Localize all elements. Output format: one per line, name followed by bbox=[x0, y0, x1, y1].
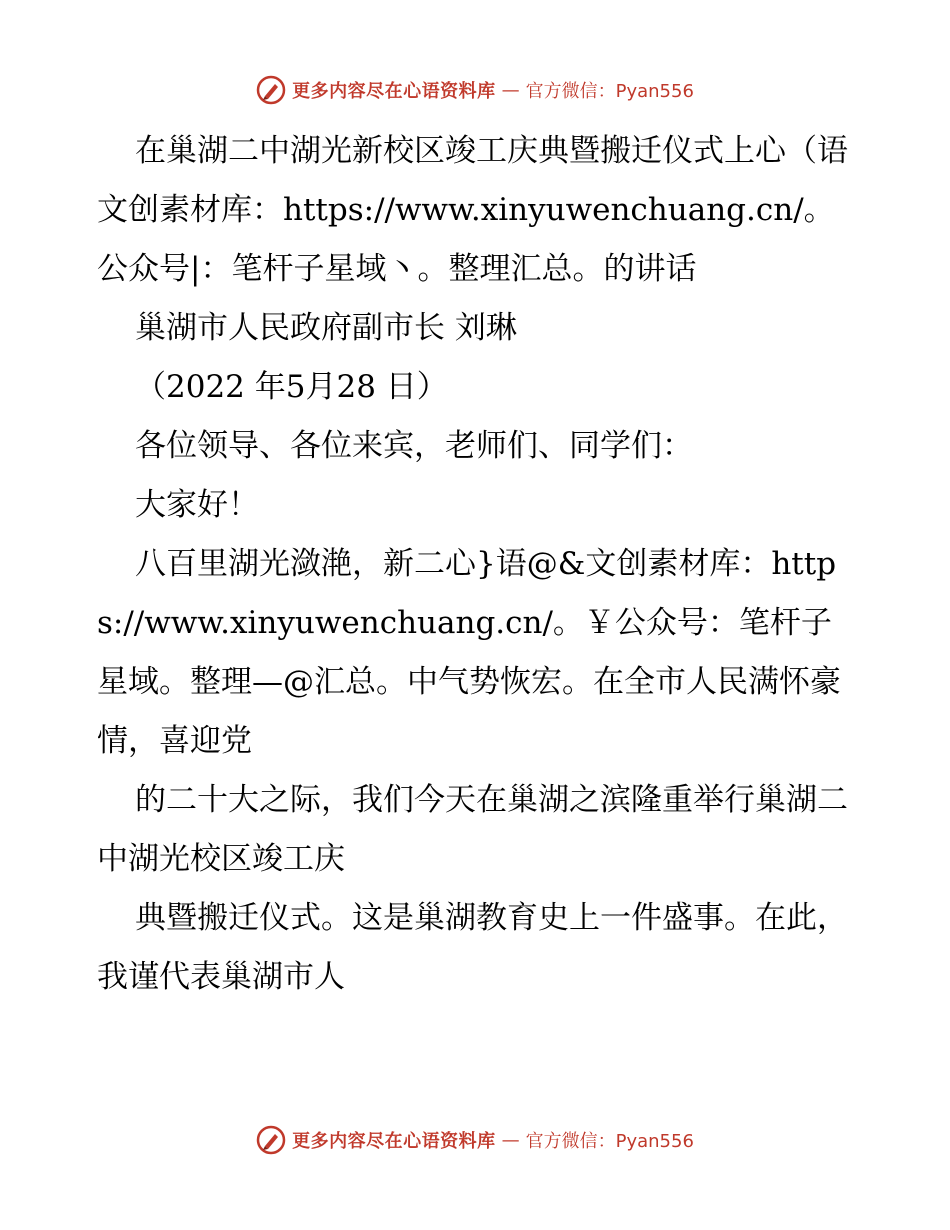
body-paragraph: 典暨搬迁仪式。这是巢湖教育史上一件盛事。在此，我谨代表巢湖市人 bbox=[97, 900, 848, 995]
salutation: 各位领导、各位来宾，老师们、同学们： bbox=[135, 428, 693, 464]
watermark-contact: 官方微信：Pyan556 bbox=[525, 81, 694, 102]
watermark-contact: 官方微信：Pyan556 bbox=[525, 1131, 694, 1152]
speech-title: 在巢湖二中湖光新校区竣工庆典暨搬迁仪式上心（语文创素材库：https://www.xinyuwenchuang.cn/。公众号|：笔杆子星域丶。整理汇总。的讲话 bbox=[97, 133, 848, 287]
watermark-text: 更多内容尽在心语资料库 bbox=[292, 1131, 496, 1152]
watermark-text: 更多内容尽在心语资料库 bbox=[292, 81, 496, 102]
speaker-line: 巢湖市人民政府副市长 刘琳 bbox=[135, 310, 517, 346]
footer-watermark bbox=[0, 1123, 950, 1157]
greeting: 大家好！ bbox=[135, 487, 259, 523]
body-paragraph: 的二十大之际，我们今天在巢湖之滨隆重举行巢湖二中湖光校区竣工庆 bbox=[97, 782, 848, 877]
header-watermark bbox=[0, 73, 950, 107]
pen-logo-icon bbox=[256, 1125, 286, 1155]
body-paragraph: 八百里湖光潋滟，新二心}语@&文创素材库：https://www.xinyuwenchuang.cn/。￥公众号：笔杆子星域。整理—@汇总。中气势恢宏。在全市人民满怀豪情，喜迎党 bbox=[97, 546, 841, 759]
pen-logo-icon bbox=[256, 75, 286, 105]
speech-date: （2022 年5月28 日） bbox=[135, 369, 448, 405]
watermark-separator: — bbox=[501, 79, 520, 101]
document-body bbox=[97, 122, 857, 1007]
watermark-separator: — bbox=[501, 1129, 520, 1151]
